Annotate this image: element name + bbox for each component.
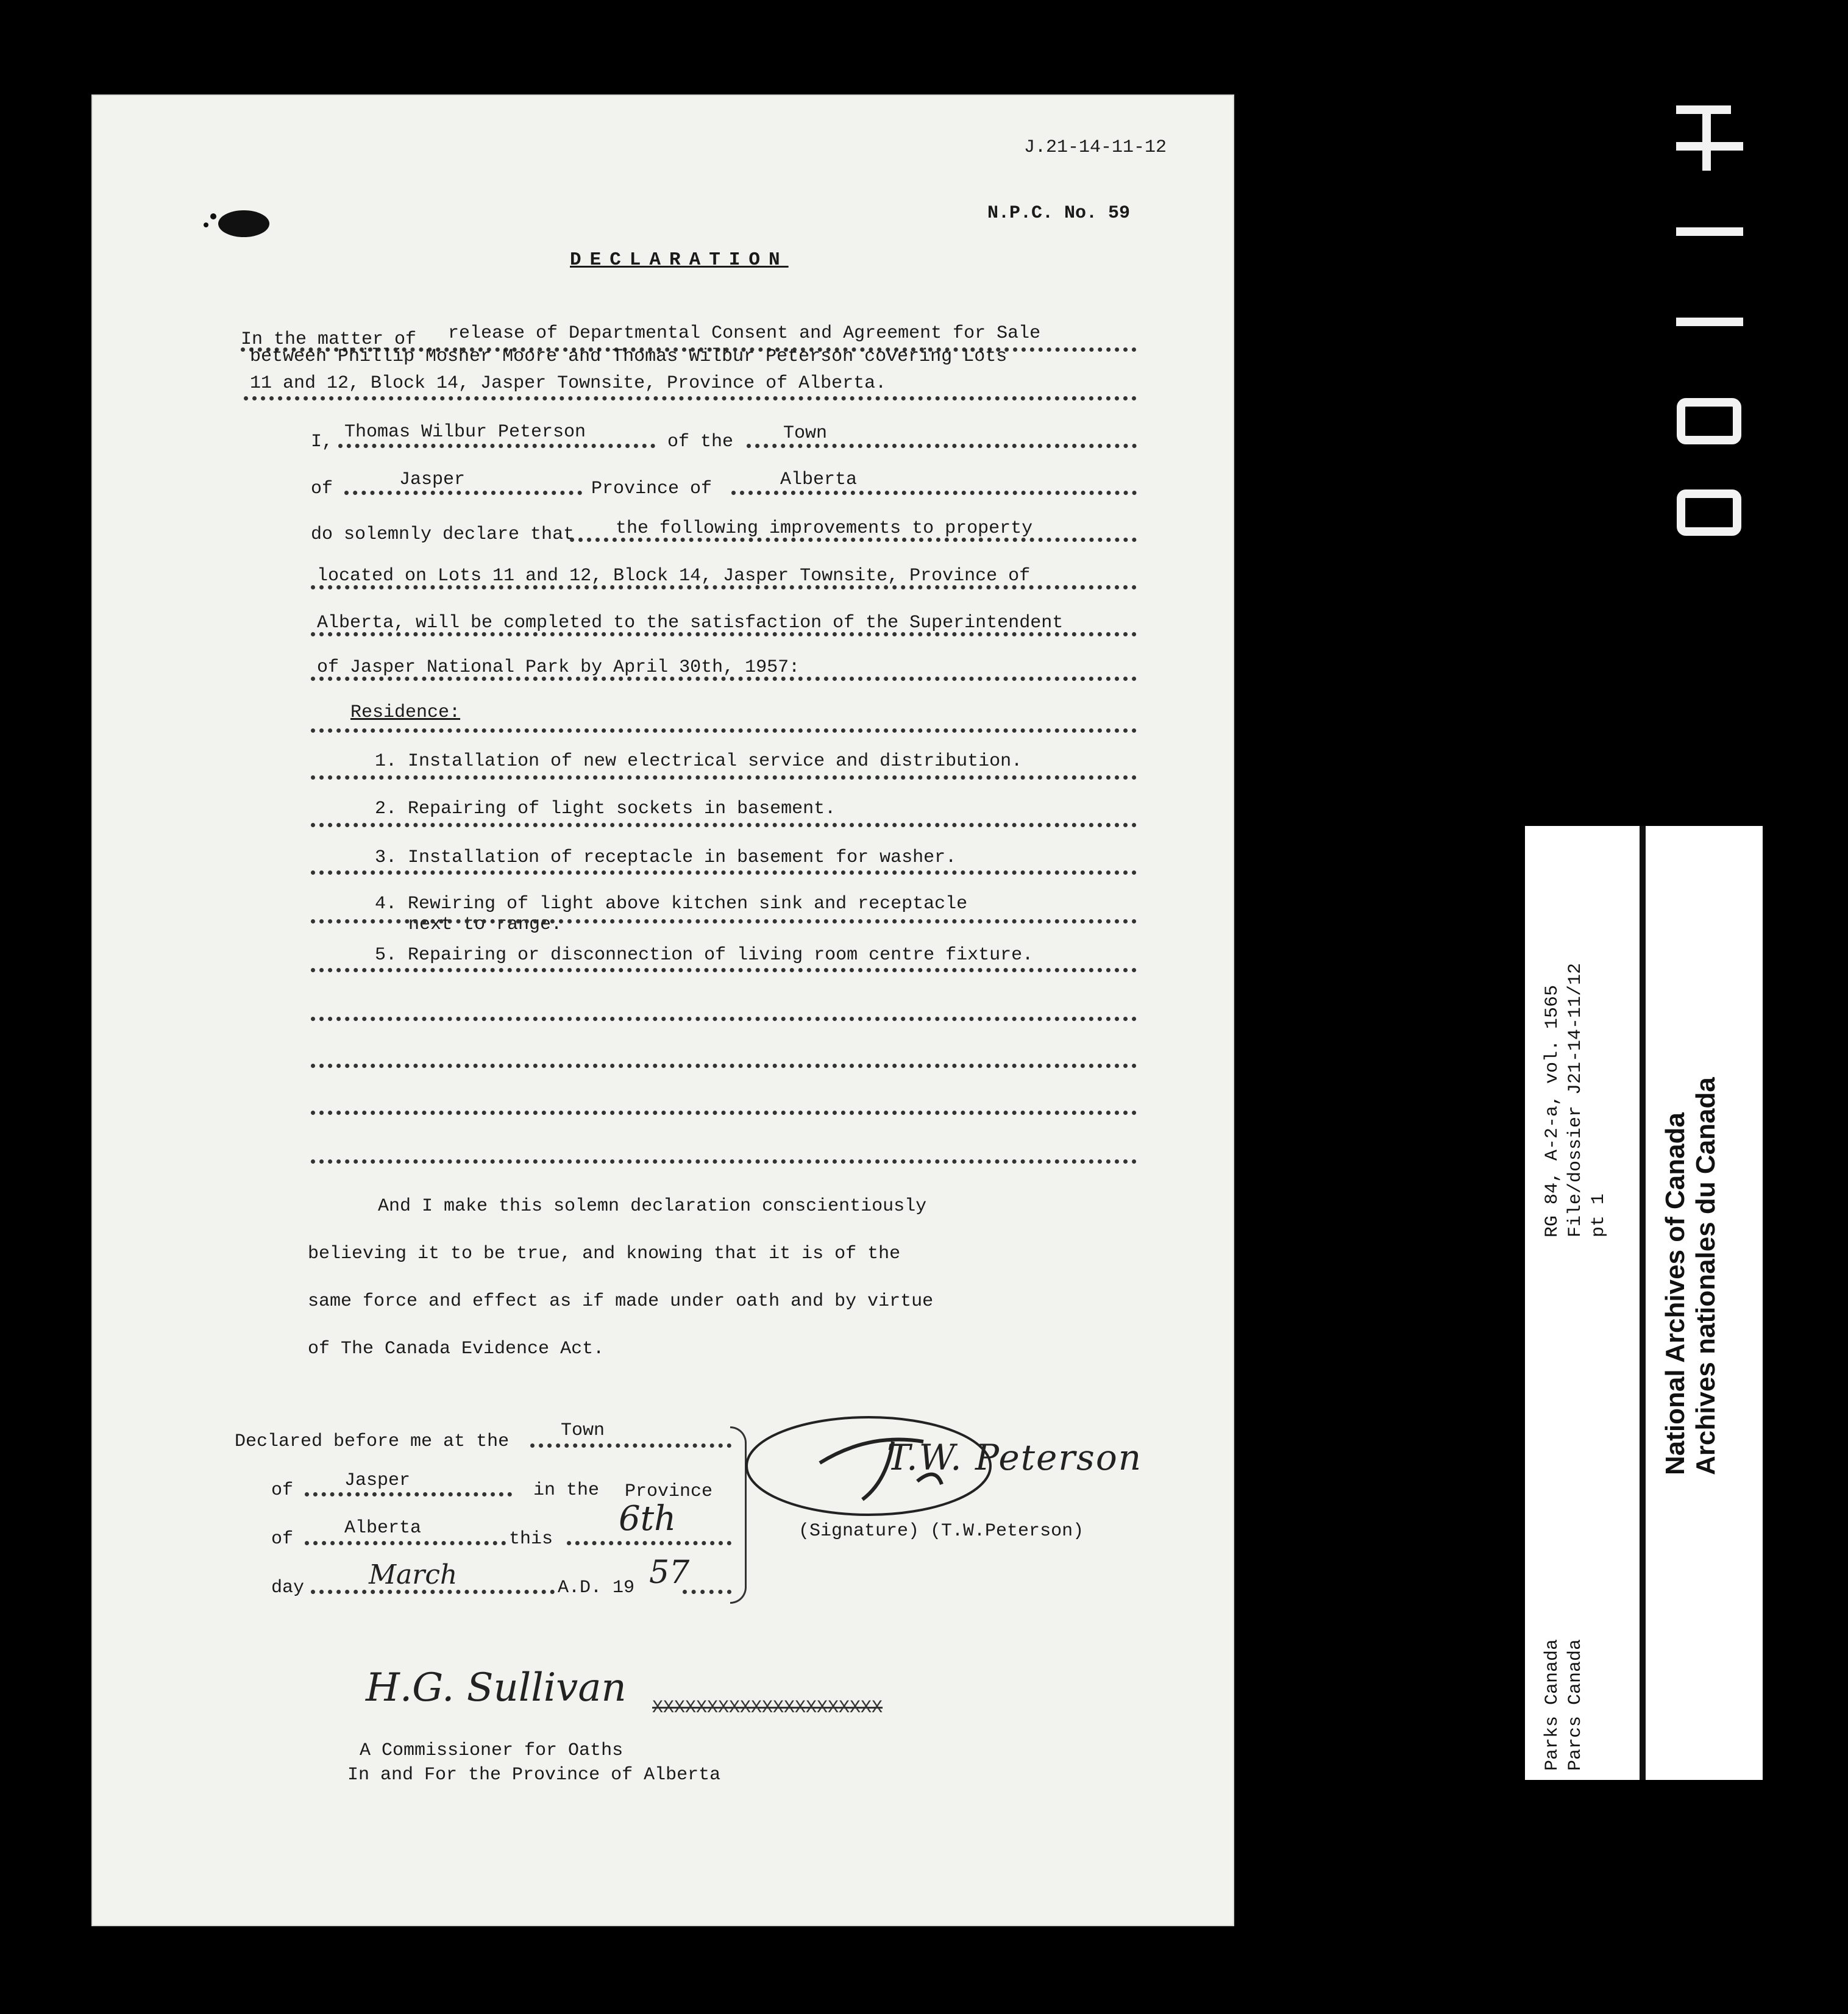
dotted-line	[311, 968, 1137, 972]
declared-province: Alberta	[344, 1518, 422, 1539]
dotted-line	[244, 396, 1137, 400]
place-type: Town	[783, 423, 828, 444]
item-3: 3. Installation of receptacle in basement for washer.	[375, 847, 957, 868]
day-label: day	[271, 1578, 305, 1598]
archive-ref-line-3: pt 1	[1588, 1193, 1609, 1237]
dotted-line	[570, 538, 1137, 542]
dotted-line	[344, 491, 582, 495]
declaration-page	[91, 94, 1234, 1926]
statement-line-3: Alberta, will be completed to the satisfaction of the Superintendent	[317, 613, 1064, 633]
dotted-line	[567, 1541, 731, 1545]
dotted-line	[311, 632, 1137, 636]
commissioner-line-1: A Commissioner for Oaths	[360, 1740, 624, 1761]
frame-number	[1670, 67, 1749, 567]
agency-french: Parcs Canada	[1565, 1639, 1586, 1771]
in-the-label: in the	[533, 1480, 600, 1501]
solemn-line-3: same force and effect as if made under oath and by virtue	[308, 1291, 934, 1312]
dotted-line	[311, 585, 1137, 589]
statement-line-1: the following improvements to property	[616, 518, 1033, 539]
statement-line-2: located on Lots 11 and 12, Block 14, Jasper Townsite, Province of	[317, 566, 1031, 586]
agency-english: Parks Canada	[1542, 1639, 1563, 1771]
dotted-line	[311, 1064, 1137, 1068]
archive-ref-line-2: File/dossier J21-14-11/12	[1565, 963, 1586, 1237]
matter-line-1: release of Departmental Consent and Agreement for Sale	[448, 323, 1041, 344]
dotted-line	[311, 1111, 1137, 1115]
commissioner-line-2: In and For the Province of Alberta	[347, 1765, 721, 1785]
label-divider	[1640, 826, 1646, 1780]
matter-label: In the matter of	[241, 329, 417, 350]
item-4: 4. Rewiring of light above kitchen sink and receptacle	[375, 894, 968, 914]
frame-number-glyphs	[1670, 67, 1749, 567]
signature: T.W. Peterson	[887, 1437, 1143, 1478]
of-the-label: of the	[667, 432, 734, 452]
solemn-line-1: And I make this solemn declaration conscientiously	[378, 1196, 927, 1217]
residence-heading: Residence:	[350, 702, 461, 723]
matter-line-3: 11 and 12, Block 14, Jasper Townsite, Province of Alberta.	[250, 373, 887, 394]
item-2: 2. Repairing of light sockets in basement.	[375, 799, 836, 819]
declarant-name: Thomas Wilbur Peterson	[344, 422, 586, 443]
of-label: of	[311, 479, 333, 499]
declared-region-type: Province	[625, 1481, 713, 1502]
dotted-line	[338, 444, 655, 448]
dotted-line	[530, 1443, 731, 1448]
place-name: Jasper	[399, 469, 466, 490]
of-label-3: of	[271, 1529, 294, 1550]
this-label: this	[509, 1529, 553, 1550]
dotted-line	[311, 823, 1137, 827]
dotted-line	[731, 491, 1137, 495]
commissioner-signature: H.G. Sullivan	[366, 1665, 627, 1710]
archive-ref-line-1: RG 84, A-2-a, vol. 1565	[1542, 984, 1563, 1237]
declare-label: do solemnly declare that	[311, 524, 575, 545]
dotted-line	[311, 677, 1137, 681]
dotted-line	[747, 444, 1137, 448]
dotted-line	[311, 919, 1137, 923]
item-1: 1. Installation of new electrical service and distribution.	[375, 751, 1023, 772]
dotted-line	[305, 1492, 512, 1496]
of-label-2: of	[271, 1480, 294, 1501]
signature-caption: (Signature) (T.W.Peterson)	[798, 1521, 1084, 1542]
dotted-line	[311, 1590, 555, 1594]
item-5: 5. Repairing or disconnection of living room centre fixture.	[375, 945, 1034, 966]
declared-place-type: Town	[561, 1420, 605, 1441]
struck-text: XXXXXXXXXXXXXXXXXXXXX	[652, 1698, 883, 1718]
dotted-line	[305, 1541, 506, 1545]
dotted-line	[311, 870, 1137, 875]
province-of-label: Province of	[591, 479, 713, 499]
ink-blot	[201, 204, 274, 244]
i-label: I,	[311, 432, 333, 452]
solemn-line-4: of The Canada Evidence Act.	[308, 1339, 605, 1359]
dotted-line	[311, 775, 1137, 780]
year-suffix: 57	[649, 1554, 690, 1591]
dotted-line	[311, 1159, 1137, 1164]
npc-number: N.P.C. No. 59	[987, 203, 1131, 224]
file-reference: J.21-14-11-12	[1024, 137, 1167, 158]
dotted-line	[683, 1590, 731, 1594]
dotted-line	[311, 728, 1137, 733]
province-value: Alberta	[780, 469, 858, 490]
dotted-line	[311, 1017, 1137, 1021]
item-4-continued: next to range.	[408, 914, 563, 935]
ad-label: A.D. 19	[558, 1578, 635, 1598]
solemn-line-2: believing it to be true, and knowing that it is of the	[308, 1244, 901, 1264]
archives-english: National Archives of Canada	[1660, 1112, 1690, 1475]
declared-label: Declared before me at the	[235, 1431, 510, 1452]
month-value: March	[369, 1559, 458, 1590]
declared-place: Jasper	[344, 1470, 411, 1491]
statement-line-4: of Jasper National Park by April 30th, 1957:	[317, 657, 800, 678]
page-title: DECLARATION	[570, 249, 789, 271]
matter-line-2: between Phillip Mosher Moore and Thomas Wilbur Peterson covering Lots	[250, 346, 1008, 367]
day-number: 6th	[619, 1499, 677, 1539]
archives-french: Archives nationales du Canada	[1691, 1077, 1721, 1475]
